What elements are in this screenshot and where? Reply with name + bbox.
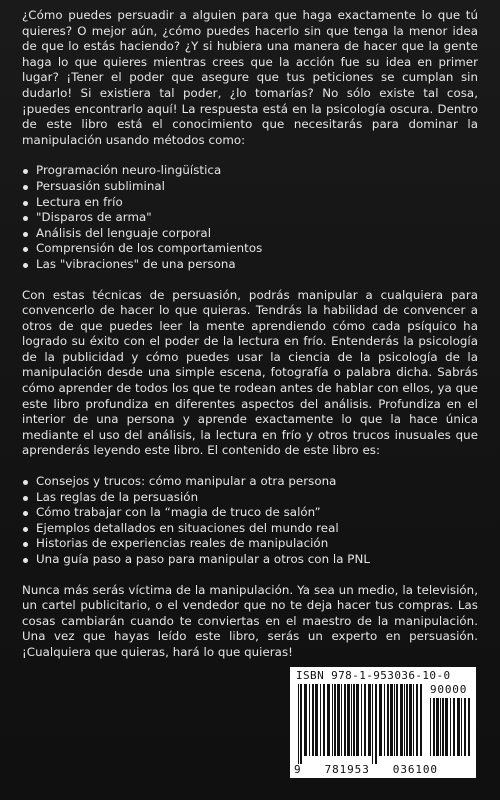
barcode-bar [445, 698, 448, 756]
list-item: Programación neuro-lingüística [22, 163, 478, 179]
barcode-bar [433, 698, 435, 756]
barcode-bar [341, 684, 342, 756]
barcode-bar [430, 698, 431, 756]
barcode-bar [312, 684, 314, 756]
barcode-bar [323, 684, 325, 756]
barcode-bar [404, 684, 405, 756]
list-item: Ejemplos detallados en situaciones del mundo real [22, 521, 478, 537]
list-item: Una guía paso a paso para manipular a otros con la PNL [22, 552, 478, 568]
description-block [22, 8, 478, 676]
barcode-bar [436, 698, 439, 756]
addon-barcode-bars [430, 698, 470, 764]
barcode-bar [400, 684, 403, 756]
list-item: Consejos y trucos: cómo manipular a otra persona [22, 474, 478, 490]
barcode-bar [337, 684, 340, 756]
barcode-bar [450, 698, 451, 756]
list-item: "Disparos de arma" [22, 210, 478, 226]
barcode-bars [298, 684, 422, 764]
intro-paragraph: ¿Cómo puedes persuadir a alguien para que haga exactamente lo que tú quieres? O mejor aún, ¿cómo puedes hacerlo sin que tenga la menor idea de que lo estás haciendo? ¿Y si hubiera una manera de hacer que la gente haga lo que quieres mientras crees que la acción fue su idea en primer lugar? ¡Tener el poder que asegure que tus peticiones se cumplan sin dudarlo! Si existiera tal poder, ¿lo tomarías? No sólo existe tal cosa, ¡puedes encontrarlo aquí! La respuesta está en la psicología oscura. Dentro de este libro está el conocimiento que necesitarás para dominar la manipulación usando métodos como: [22, 8, 478, 147]
barcode-bar [368, 684, 371, 756]
list-item: Las "vibraciones" de una persona [22, 257, 478, 273]
closing-paragraph: Nunca más serás víctima de la manipulación. Ya sea un medio, la televisión, un cartel publicitario, o el vendedor que no te deja hacer tus compras. Las cosas cambiarán cuando te conviertas en el maestro de la manipulación. Una vez que hayas leído este libro, serás un experto en persuasión. ¡Cualquiera que quieras, hará lo que quieras! [22, 582, 478, 659]
barcode-bar [298, 684, 299, 764]
barcode-bar [464, 698, 466, 756]
barcode-bar [304, 684, 307, 756]
ean-digits [294, 763, 438, 776]
ean-right-group: 036100 [392, 763, 438, 776]
barcode-bar [300, 684, 302, 764]
barcode-bar [396, 684, 398, 756]
barcode-bar [372, 684, 373, 764]
barcode-bar [334, 684, 336, 756]
body-paragraph: Con estas técnicas de persuasión, podrás manipular a cualquiera para convencerlo de hacer lo que quieras. Tendrás la habilidad de convencer a otros de que puedes leer la mente aprendiendo cómo cada psíquico ha logrado su éxito con el poder de la lectura en frío. Entenderás la psicología de la publicidad y cómo puedes usar la ciencia de la psicología de la manipulación desde una simple escena, fotografía o palabra dicha. Sabrás cómo aprender de todos los que te rodean antes de hablar con ellos, ya que este libro profundiza en diferentes aspectos del análisis. Profundiza en el interior de una persona y aprende exactamente lo que la hace única mediante el uso del análisis, la lectura en frío y otros trucos inusuales que aprenderás leyendo este libro. El contenido de este libro es: [22, 287, 478, 458]
list-item: Comprensión de los comportamientos [22, 241, 478, 257]
list-item: Historias de experiencias reales de manipulación [22, 536, 478, 552]
ean-left-group: 781953 [324, 763, 370, 776]
isbn-barcode [290, 667, 476, 778]
barcode-bar [384, 684, 385, 756]
barcode-bar [394, 684, 395, 756]
barcode-bar [406, 684, 408, 756]
barcode-bar [347, 684, 350, 756]
barcode-bar [461, 698, 462, 756]
barcode-bar [375, 684, 377, 764]
barcode-bar [413, 684, 414, 756]
ean-first-digit: 9 [294, 763, 302, 776]
barcode-bar [344, 684, 346, 756]
price-code: 90000 [430, 683, 468, 696]
barcode-bar [327, 684, 330, 756]
barcode-bar [356, 684, 359, 756]
barcode-bar [457, 698, 460, 756]
barcode-bar [420, 684, 422, 756]
list-item: Lectura en frío [22, 195, 478, 211]
contents-list [22, 474, 478, 568]
barcode-bar [361, 684, 362, 756]
barcode-bar [387, 684, 389, 756]
barcode-bar [409, 684, 412, 756]
barcode-bar [468, 698, 470, 756]
barcode-bar [353, 684, 355, 756]
barcode-bar [453, 698, 455, 756]
barcode-bar [379, 684, 382, 756]
list-item: Las reglas de la persuasión [22, 490, 478, 506]
barcode-bar [309, 684, 310, 756]
list-item: Persuasión subliminal [22, 179, 478, 195]
list-item: Cómo trabajar con la “magia de truco de salón” [22, 505, 478, 521]
barcode-bar [442, 698, 444, 756]
barcode-bar [364, 684, 366, 756]
barcode-bar [440, 698, 441, 756]
list-item: Análisis del lenguaje corporal [22, 226, 478, 242]
barcode-bar [351, 684, 352, 756]
barcode-bar [416, 684, 418, 756]
barcode-bar [320, 684, 321, 756]
isbn-label: ISBN 978-1-953036-10-0 [296, 669, 451, 682]
barcode-bar [315, 684, 318, 756]
barcode-bar [390, 684, 393, 756]
barcode-bar [332, 684, 333, 756]
methods-list [22, 163, 478, 272]
